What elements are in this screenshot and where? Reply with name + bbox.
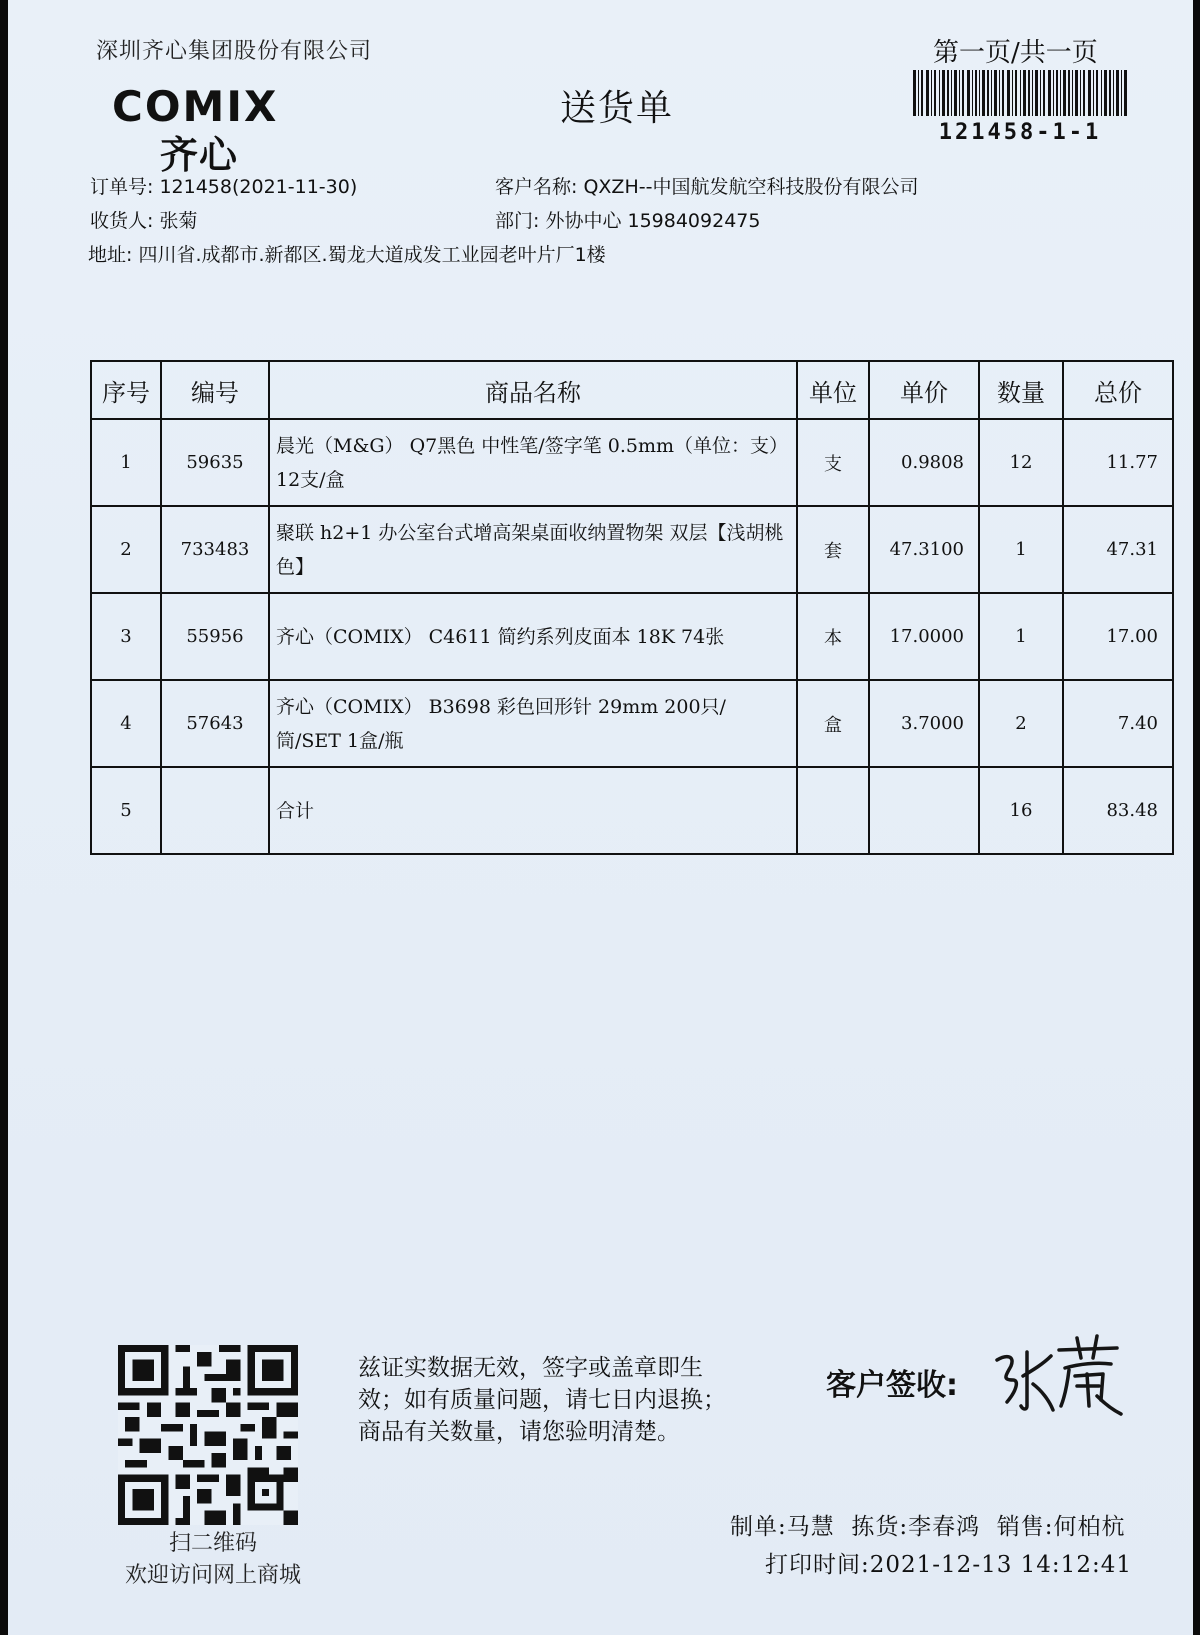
items-table xyxy=(90,360,1174,855)
cell-total-label: 合计 xyxy=(269,767,797,854)
header-unit-price: 单价 xyxy=(869,361,979,419)
cell-total: 11.77 xyxy=(1063,419,1173,506)
makers-line: 制单:马慧 拣货:李春鸿 销售:何柏杭 xyxy=(730,1514,1126,1540)
delivery-note xyxy=(8,0,1193,1635)
qr-caption: 扫二维码 欢迎访问网上商城 xyxy=(124,1531,301,1588)
cell-code: 57643 xyxy=(161,680,269,767)
document-title: 送货单 xyxy=(560,88,675,129)
cell-unit-price: 47.3100 xyxy=(869,506,979,593)
company-name: 深圳齐心集团股份有限公司 xyxy=(96,39,373,64)
cell-unit: 套 xyxy=(797,506,869,593)
department: 部门: 外协中心 15984092475 xyxy=(495,210,761,232)
cell-unit: 支 xyxy=(797,419,869,506)
cell-unit: 本 xyxy=(797,593,869,680)
cell-unit-price: 17.0000 xyxy=(869,593,979,680)
cell-grand-total: 83.48 xyxy=(1063,767,1173,854)
cell-seq: 5 xyxy=(91,767,161,854)
cell-total: 7.40 xyxy=(1063,680,1173,767)
cell-total-quantity: 16 xyxy=(979,767,1063,854)
barcode-number: 121458-1-1 xyxy=(938,120,1102,145)
page-info: 第一页/共一页 xyxy=(933,38,1098,68)
header-unit: 单位 xyxy=(797,361,869,419)
cell-unit xyxy=(797,767,869,854)
cell-unit: 盒 xyxy=(797,680,869,767)
cell-product-name: 聚联 h2+1 办公室台式增高架桌面收纳置物架 双层【浅胡桃色】 xyxy=(269,506,797,593)
header-product-name: 商品名称 xyxy=(269,361,797,419)
notice-text: 兹证实数据无效，签字或盖章即生 效；如有质量问题，请七日内退换； 商品有关数量，请您验明清楚。 xyxy=(358,1355,726,1445)
cell-code: 55956 xyxy=(161,593,269,680)
cell-quantity: 1 xyxy=(979,506,1063,593)
table-row xyxy=(91,506,1173,593)
cell-seq: 3 xyxy=(91,593,161,680)
barcode-icon xyxy=(913,70,1127,116)
header-total: 总价 xyxy=(1063,361,1173,419)
cell-total: 17.00 xyxy=(1063,593,1173,680)
cell-unit-price: 3.7000 xyxy=(869,680,979,767)
cell-product-name: 齐心（COMIX） C4611 简约系列皮面本 18K 74张 xyxy=(269,593,797,680)
table-row xyxy=(91,680,1173,767)
signature-icon xyxy=(993,1330,1123,1420)
cell-unit-price xyxy=(869,767,979,854)
cell-quantity: 2 xyxy=(979,680,1063,767)
comix-logo: COMIX xyxy=(112,82,279,131)
table-row-total xyxy=(91,767,1173,854)
customer-sign-label: 客户签收: xyxy=(826,1368,958,1403)
cell-seq: 2 xyxy=(91,506,161,593)
cell-unit-price: 0.9808 xyxy=(869,419,979,506)
table-row xyxy=(91,593,1173,680)
cell-total: 47.31 xyxy=(1063,506,1173,593)
order-number: 订单号: 121458(2021-11-30) xyxy=(90,176,358,198)
cell-code: 59635 xyxy=(161,419,269,506)
cell-code xyxy=(161,767,269,854)
header-code: 编号 xyxy=(161,361,269,419)
cell-product-name: 晨光（M&G） Q7黑色 中性笔/签字笔 0.5mm（单位：支） 12支/盒 xyxy=(269,419,797,506)
header-seq: 序号 xyxy=(91,361,161,419)
cell-quantity: 12 xyxy=(979,419,1063,506)
customer-name: 客户名称: QXZH--中国航发航空科技股份有限公司 xyxy=(495,176,919,198)
table-row xyxy=(91,419,1173,506)
qixin-logo: 齐心 xyxy=(160,133,239,177)
header-quantity: 数量 xyxy=(979,361,1063,419)
receiver: 收货人: 张菊 xyxy=(90,210,198,232)
cell-quantity: 1 xyxy=(979,593,1063,680)
table-header-row xyxy=(91,361,1173,419)
print-time: 打印时间:2021-12-13 14:12:41 xyxy=(765,1552,1132,1578)
cell-product-name: 齐心（COMIX） B3698 彩色回形针 29mm 200只/筒/SET 1盒/瓶 xyxy=(269,680,797,767)
cell-seq: 4 xyxy=(91,680,161,767)
cell-seq: 1 xyxy=(91,419,161,506)
address: 地址: 四川省.成都市.新都区.蜀龙大道成发工业园老叶片厂1楼 xyxy=(88,244,606,266)
cell-code: 733483 xyxy=(161,506,269,593)
qr-code-icon xyxy=(118,1345,298,1525)
